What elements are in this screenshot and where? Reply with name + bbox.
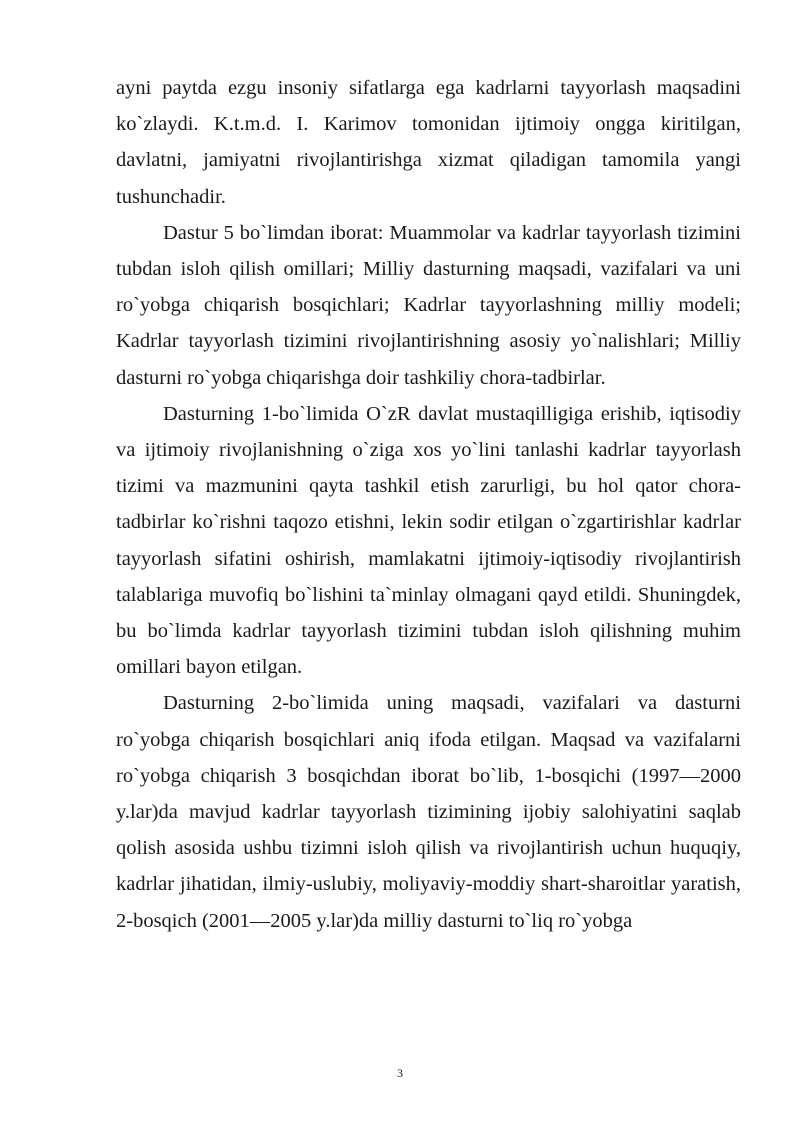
paragraph-section-two: Dasturning 2-bo`limida uning maqsadi, vazifalari va dasturni ro`yobga chiqarish bosqichlari aniq ifoda etilgan. Maqsad va vazifalarni ro`yobga chiqarish 3 bosqichdan iborat bo`lib, 1-bosqichi (1997—2000 y.lar)da mavjud kadrlar tayyorlash tizimining ijobiy salohiyatini saqlab qolish asosida ushbu tizimni isloh qilish va rivojlantirish uchun huquqiy, kadrlar jihatidan, ilmiy-uslubiy, moliyaviy-moddiy shart-sharoitlar yaratish, 2-bosqich (2001—2005 y.lar)da milliy dasturni to`liq ro`yobga [116, 692, 741, 932]
document-body [116, 70, 741, 939]
paragraph-section-one: Dasturning 1-bo`limida O`zR davlat mustaqilligiga erishib, iqtisodiy va ijtimoiy rivojlanishning o`ziga xos yo`lini tanlashi kadrlar tayyorlash tizimi va mazmunini qayta tashkil etish zarurligi, bu hol qator chora-tadbirlar ko`rishni taqozo etishni, lekin sodir etilgan o`zgartirishlar kadrlar tayyorlash sifatini oshirish, mamlakatni ijtimoiy-iqtisodiy rivojlantirish talablariga muvofiq bo`lishini ta`minlay olmagani qayd etildi. Shuningdek, bu bo`limda kadrlar tayyorlash tizimini tubdan isloh qilishning muhim omillari bayon etilgan. [116, 402, 741, 679]
paragraph-continuation: ayni paytda ezgu insoniy sifatlarga ega kadrlarni tayyorlash maqsadini ko`zlaydi. K.t.m.d. I. Karimov tomonidan ijtimoiy ongga kiritilgan, davlatni, jamiyatni rivojlantirishga xizmat qiladigan tamomila yangi tushunchadir. [116, 77, 741, 208]
paragraph-program-sections: Dastur 5 bo`limdan iborat: Muammolar va kadrlar tayyorlash tizimini tubdan isloh qilish omillari; Milliy dasturning maqsadi, vazifalari va uni ro`yobga chiqarish bosqichlari; Kadrlar tayyorlashning milliy modeli; Kadrlar tayyorlash tizimini rivojlantirishning asosiy yo`nalishlari; Milliy dasturni ro`yobga chiqarishga doir tashkiliy chora-tadbirlar. [116, 221, 741, 389]
page-number: 3 [397, 1066, 403, 1080]
